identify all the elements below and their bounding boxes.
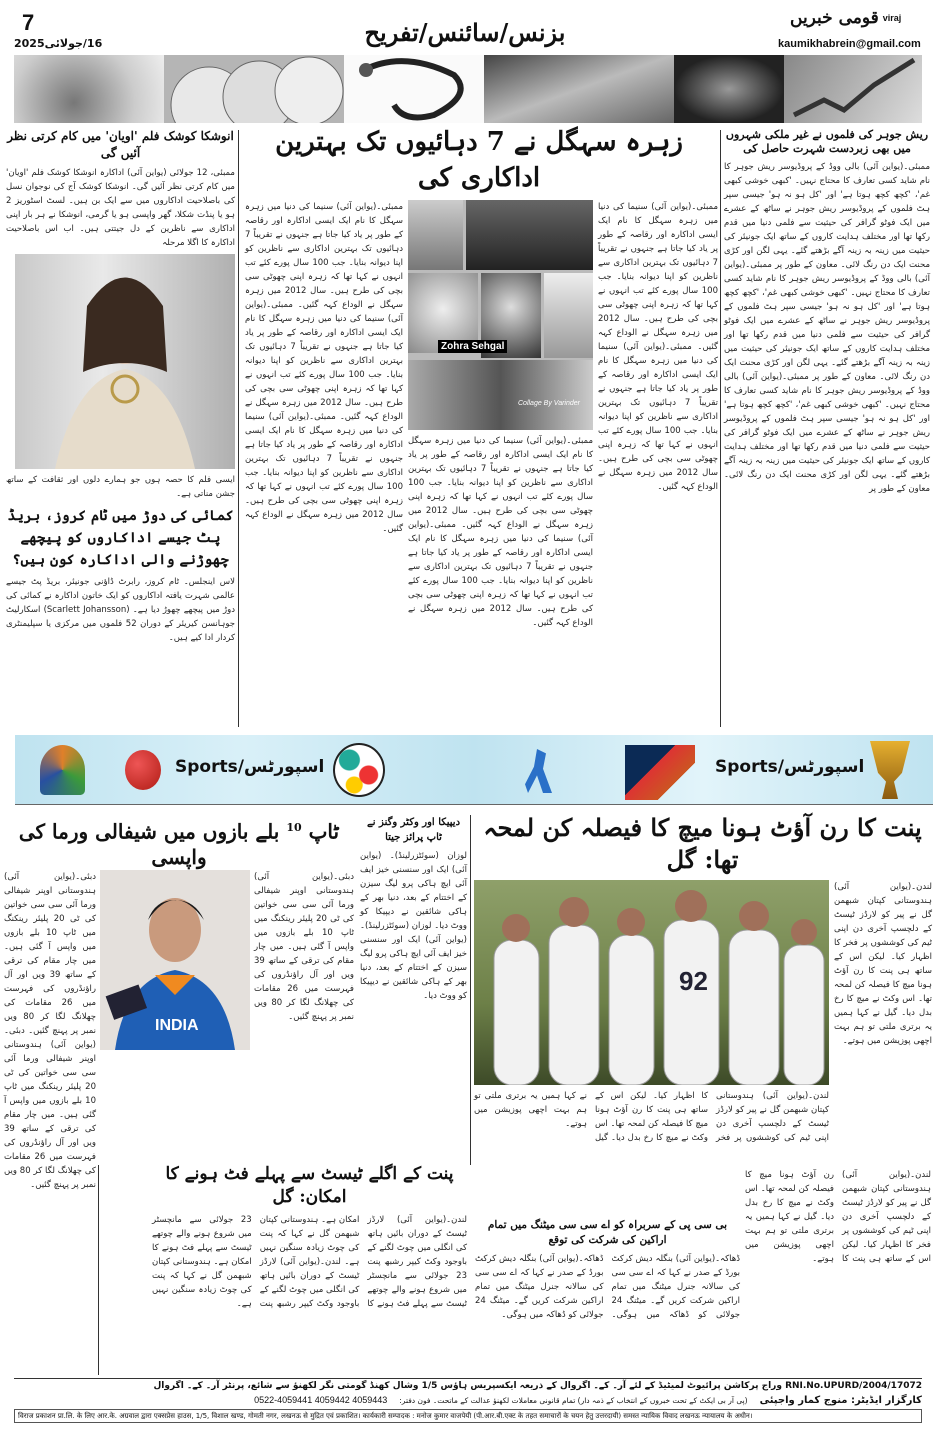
acc-text: ڈھاکہ۔(یواین آئی) بنگلہ دیش کرکٹ بورڈ کے صدر نے کہا کہ اے سی سی کی سالانہ جنرل میٹنگ میں تمام اراکین شرکت کریں گے۔ میٹنگ 24 جولائی کو ڈھاکہ میں ہوگی۔ [475,1254,604,1320]
pant-runout-columns [473,880,932,1145]
pant-runout-col-1 [834,880,932,1048]
zohra-col-1 [598,200,718,494]
deepika-headline: دیپیکا اور وکٹر وگنز نے ٹاپ پرائز جیتا [366,817,461,843]
acc-text: ڈھاکہ۔(یواین آئی) بنگلہ دیش کرکٹ بورڈ کے صدر نے کہا کہ اے سی سی کی سالانہ جنرل میٹنگ میں تمام اراکین شرکت کریں گے۔ میٹنگ 24 جولائی کو ڈھاکہ میں ہوگی۔ [611,1254,740,1320]
anushka-body: ممبئی، 12 جولائی (یواین آئی) اداکارہ انوشکا کوشک فلم 'اویان' میں کام کرتی نظر آئیں گی۔ انوشکا کوشک آج کی نوجوان نسل کی باصلاحیت اداکاروں میں سے ایک بن ہیں۔ لسٹ اسٹوریز 2 ہو یا پنڈت شکلا، گھر واپسی ہو یا گرمی، انوشکا نے ہر بار اپنی اداکاری سے ناظرین کے دل جیتتی ہیں۔ اب اس باصلاحیت اداکارہ کا اگلا مرحلہ [6,168,235,248]
pant-runout-main [474,880,829,1145]
footer [14,1380,922,1423]
footer-hindi-imprint: विराज प्रकाशन प्रा.लि. के लिए आर.के. अग्रवाल द्वारा एक्सप्रेस हाउस, 1/5, विशाल खण्ड, गोमती नगर, लखनऊ से मुद्रित एवं प्रकाशित। कार्यकारी सम्पादक : मनोज कुमार वाजपेयी (पी.आर.बी.एक्ट के तहत समाचारों के चयन हेतु उत्तरदायी) समस्त न्यायिक विवाद लखनऊ न्यायालय के अधीन। [14,1409,922,1423]
scarlett-headline: کمائی کی دوڑ میں ٹام کروز، بریڈ پٹ جیسے اداکاروں کو پیچھے چھوڑنے والی اداکارہ کون ہیں؟ [7,508,234,568]
johar-article [722,128,932,496]
shuttlecock-icon [40,745,85,795]
headline-part: بلے بازوں میں شیفالی ورما کی واپسی [18,819,280,869]
anushka-photo [15,254,235,469]
office-phones: 0522-4059441 4059442 4059443 [254,1395,388,1405]
acc-article [475,1218,740,1322]
collage-photo [466,200,593,270]
photo-caption: Zohra Sehgal [438,340,507,353]
zohra-collage [408,200,593,430]
acc-headline: بی سی پی کے سربراہ کو اے سی سی میٹنگ میں تمام اراکین کی شرکت کی توقع [487,1219,728,1246]
column-divider [470,815,471,1165]
deepika-text: لوزان (سوئٹزرلینڈ)۔ (یواین آئی) ایک اور سنسنی خیز ایف آئی ایچ ہاکی پرو لیگ سیزن کے اختتام کے بعد، دنیا بھر کے ہاکی شائقین نے دیپیکا کو ووٹ دیا۔ [360,851,467,931]
zohra-article [240,124,718,630]
legal-note: (پی آر بی ایکٹ کے تحت خبروں کے انتخاب کے ذمہ دار) تمام قانونی معاملات لکھنؤ عدالت کے ماتحت۔ فون دفتر: [399,1396,748,1405]
zohra-columns [240,200,718,630]
johar-text: ممبئی۔(یواین آئی) بالی ووڈ کے پروڈیوسر ریش جوہر کا نام شاید کسی تعارف کا محتاج نہیں۔ 'کبھی خوشی کبھی غم'، 'کچھ کچھ ہوتا ہے' اور 'کل ہو نہ ہو' جیسی سپر ہٹ فلموں کے پروڈیوسر ریش جوہر نے ساٹھ کے عشرے میں ایک فوٹو گرافر کی حیثیت سے فلمی دنیا میں قدم رکھا تھا اور مختلف ہدایت کاروں کے ساتھ ایک جونیئر کی حیثیت میں زینہ بہ زینہ آگے بڑھتے گئے۔ یہی لگن اور کڑی محنت ایک دن رنگ لائی۔ معاون کے طور پر [724,260,930,382]
johar-text: ممبئی۔(یواین آئی) بالی ووڈ کے پروڈیوسر ریش جوہر کا نام شاید کسی تعارف کا محتاج نہیں۔ 'کبھی خوشی کبھی غم'، 'کچھ کچھ ہوتا ہے' اور 'کل ہو نہ ہو' جیسی سپر ہٹ فلموں کے پروڈیوسر ریش جوہر نے ساٹھ کے عشرے میں ایک فوٹو گرافر کی حیثیت سے فلمی دنیا میں قدم رکھا تھا اور مختلف ہدایت کاروں کے ساتھ ایک جونیئر کی حیثیت میں زینہ بہ زینہ آگے بڑھتے گئے۔ یہی لگن اور کڑی محنت ایک دن رنگ لائی۔ معاون کے طور پر [724,162,930,270]
player-figure [100,870,250,1050]
shafali-photo [100,870,250,1050]
left-column [6,128,235,645]
footer-editor-line [14,1394,922,1407]
globes-image [164,55,344,123]
deepika-article [360,815,467,1003]
pant-runout-article [473,812,932,1145]
sports-label: اسپورٹس/Sports [175,757,325,777]
column-divider [98,1165,99,1375]
shafali-text: دبئی۔(یواین آئی) ہندوستانی اوپنر شیفالی ورما آئی سی سی خواتین کی ٹی 20 پلیئر رینکنگ میں ٹاپ 10 بلے بازوں میں واپس آ گئی ہیں۔ میں چار مقام کی ترقی کے ساتھ 39 ویں اور آل راؤنڈروں کی فہرست میں 26 مقامات کی چھلانگ لگا کر 80 ویں نمبر پر پہنچ گئیں۔ [254,872,354,1022]
johar-headline: ریش جوہر کی فلموں نے غیر ملکی شہروں میں بھی زبردست شہرت حاصل کی [725,128,929,155]
stethoscope-image [344,55,484,123]
shafali-text: دبئی۔(یواین آئی) ہندوستانی اوپنر شیفالی ورما آئی سی سی خواتین کی ٹی 20 پلیئر رینکنگ میں ٹاپ 10 بلے بازوں میں واپس آ گئی ہیں۔ میں چار مقام کی ترقی کے ساتھ 39 ویں اور آل راؤنڈروں کی فہرست میں 26 مقامات کی چھلانگ لگا کر 80 ویں نمبر پر پہنچ گئیں۔ [4,1026,96,1190]
pant-fit-text: لندن۔(یواین آئی) لارڈز ٹیسٹ کے دوران بائیں ہاتھ کی انگلی میں چوٹ لگنے کے باوجود وکٹ کیپر رشبھ پنت 23 جولائی سے مانچسٹر میں شروع ہونے والے چوتھے ٹیسٹ سے پہلے فٹ ہونے کا امکان ہے۔ ہندوستانی کپتان شبھمن گل نے کہا کہ پنت کی چوٹ زیادہ سنگین نہیں ہے۔ [152,1215,360,1309]
sports-banner [15,735,933,805]
collage-photo [544,273,593,358]
zohra-text: ممبئی۔(یواین آئی) سنیما کی دنیا میں زہرہ سہگل کا نام ایک ایسی اداکارہ اور رقاصہ کے طور پر یاد کیا جاتا ہے جنہوں نے تقریباً 7 دہائیوں تک بہترین اداکاری سے ناظرین کو اپنا دیوانہ بنایا۔ جب 100 سال پورے کئے تب انہوں نے کہا تھا کہ زہرہ اپنی چھوٹی سی بچی کی طرح ہیں۔ سال 2012 میں زہرہ سہگل نے الوداع کہہ گئیں۔ [598,202,718,352]
zohra-text: ممبئی۔(یواین آئی) سنیما کی دنیا میں زہرہ سہگل کا نام ایک ایسی اداکارہ اور رقاصہ کے طور پر یاد کیا جاتا ہے جنہوں نے تقریباً 7 دہائیوں تک بہترین اداکاری سے ناظرین کو اپنا دیوانہ بنایا۔ جب 100 سال پورے کئے تب انہوں نے کہا تھا کہ زہرہ اپنی چھوٹی سی بچی کی طرح ہیں۔ سال 2012 میں زہرہ سہگل نے الوداع کہہ گئیں۔ [408,436,593,530]
zohra-text: ممبئی۔(یواین آئی) سنیما کی دنیا میں زہرہ سہگل کا نام ایک ایسی اداکارہ اور رقاصہ کے طور پر یاد کیا جاتا ہے جنہوں نے تقریباً 7 دہائیوں تک بہترین اداکاری سے ناظرین کو اپنا دیوانہ بنایا۔ جب 100 سال پورے کئے تب انہوں نے کہا تھا کہ زہرہ اپنی چھوٹی سی بچی کی طرح ہیں۔ سال 2012 میں زہرہ سہگل نے الوداع کہہ گئیں۔ [408,520,594,628]
portrait-figure [15,254,235,469]
pant-runout-text: لندن۔(یواین آئی) ہندوستانی کپتان شبھمن گل نے پیر کو لارڈز ٹیسٹ کے دلچسپ آخری دن اپنی ٹیم کی کوششوں پر فخر کا اظہار کیا۔ لیکن اس کے ساتھ ہی پنت کا رن آؤٹ ہونا میچ کا فیصلہ کن لمحہ تھا۔ اس وکٹ نے میچ کا رخ بدل دیا۔ گیل نے کہا ہمیں یہ برتری ملتی تو ہم بہت اچھی پوزیشن میں ہوتے۔ [834,882,932,1046]
deepika-body [360,849,467,1003]
batsman-icon [525,749,555,793]
jersey-text: INDIA [155,1017,199,1034]
svg-text:92: 92 [679,966,708,996]
pant-runout-col-2 [474,1089,829,1145]
footer-divider [14,1378,922,1379]
issue-date: 16/جولائی2025 [14,37,103,50]
zohra-text: ممبئی۔(یواین آئی) سنیما کی دنیا میں زہرہ سہگل کا نام ایک ایسی اداکارہ اور رقاصہ کے طور پر یاد کیا جاتا ہے جنہوں نے تقریباً 7 دہائیوں تک بہترین اداکاری سے ناظرین کو اپنا دیوانہ بنایا۔ جب 100 سال پورے کئے تب انہوں نے کہا تھا کہ زہرہ اپنی چھوٹی سی بچی کی طرح ہیں۔ سال 2012 میں زہرہ سہگل نے الوداع کہہ گئیں۔ [245,300,404,422]
logo-text: قومی خبریں [790,8,879,28]
header-image-strip [14,55,922,123]
column-divider [238,130,239,727]
acting-editor: کارگزار ایڈیٹر: منوج کمار واجپئی [759,1395,922,1406]
cricket-team-photo [474,880,829,1085]
zohra-headline: زہرہ سہگل نے 7 دہائیوں تک بہترین اداکاری کی [275,127,683,193]
column-divider [720,130,721,727]
pant-runout-headline: پنت کا رن آؤٹ ہونا میچ کا فیصلہ کن لمحہ تھا: گل [483,813,922,874]
pant-runout-col-3 [745,1168,931,1266]
sports-label: اسپورٹس/Sports [715,757,865,777]
pant-fit-headline: پنت کے اگلے ٹیسٹ سے پہلے فٹ ہونے کا امکان: گل [165,1164,454,1207]
stock-chart-image [784,55,922,123]
shafali-text: دبئی۔(یواین آئی) ہندوستانی اوپنر شیفالی ورما آئی سی سی خواتین کی ٹی 20 پلیئر رینکنگ میں ٹاپ 10 بلے بازوں میں واپس آ گئی ہیں۔ میں چار مقام کی ترقی کے ساتھ 39 ویں اور آل راؤنڈروں کی فہرست میں 26 مقامات کی چھلانگ لگا کر 80 ویں نمبر پر پہنچ گئیں۔ [4,872,96,1036]
zohra-col-2 [408,434,593,630]
zohra-middle [408,200,593,630]
pant-fit-article [152,1163,467,1311]
shafali-headline [4,815,354,870]
footer-imprint: RNI.No.UPURD/2004/17072 وراج پرکاشن پرائیوٹ لمیٹیڈ کے لئے آر۔ کے۔ اگروال کے ذریعہ ایکسپریس ہاؤس 1/5 وشال کھنڈ گومتی نگر لکھنؤ سے شائع، پرنٹر آر۔ کے۔ اگروال [153,1381,922,1391]
football-icon [333,743,385,797]
collage-photo [408,200,463,270]
trophy-icon [870,741,910,799]
herbs-image [14,55,164,123]
zohra-text: ممبئی۔(یواین آئی) سنیما کی دنیا میں زہرہ سہگل کا نام ایک ایسی اداکارہ اور رقاصہ کے طور پر یاد کیا جاتا ہے جنہوں نے تقریباً 7 دہائیوں تک بہترین اداکاری سے ناظرین کو اپنا دیوانہ بنایا۔ جب 100 سال پورے کئے تب انہوں نے کہا تھا کہ زہرہ اپنی چھوٹی سی بچی کی طرح ہیں۔ سال 2012 میں زہرہ سہگل نے الوداع کہہ گئیں۔ [598,342,718,492]
scarlett-body: لاس اینجلس۔ ٹام کروز، رابرٹ ڈاؤنی جونیئر، بریڈ پٹ جیسے عالمی شہرت یافتہ اداکاروں کو ایک خاتون اداکارہ نے کمائی کی دوڑ میں پیچھے چھوڑ دیا ہے۔ (Scarlett Johansson) اسکارلیٹ جوہانسن کیریئر کے دوران 52 فلموں میں مرکزی یا سپلیمنٹری کردار ادا کیے ہیں۔ [6,577,235,643]
pant-runout-text: لندن۔(یواین آئی) ہندوستانی کپتان شبھمن گل نے پیر کو لارڈز ٹیسٹ کے دلچسپ آخری دن اپنی ٹیم کی کوششوں پر فخر کا اظہار کیا۔ لیکن اس کے ساتھ ہی پنت کا رن آؤٹ ہونا میچ کا فیصلہ کن لمحہ تھا۔ اس وکٹ نے میچ کا رخ بدل دیا۔ گیل نے کہا ہمیں یہ برتری ملتی تو ہم بہت اچھی پوزیشن میں ہوتے۔ [745,1170,931,1264]
pant-runout-text: لندن۔(یواین آئی) ہندوستانی کپتان شبھمن گل نے پیر کو لارڈز ٹیسٹ کے دلچسپ آخری دن اپنی ٹیم کی کوششوں پر فخر کا اظہار کیا۔ لیکن اس کے ساتھ ہی پنت کا رن آؤٹ ہونا میچ کا فیصلہ کن لمحہ تھا۔ اس وکٹ نے میچ کا رخ بدل دیا۔ گیل نے کہا ہمیں یہ برتری ملتی تو ہم بہت اچھی پوزیشن میں ہوتے۔ [474,1091,829,1143]
page-number: 7 [22,10,35,35]
newspaper-logo [790,8,901,28]
anushka-headline: انوشکا کوشک فلم 'اویان' میں کام کرتی نظر آئیں گی [7,129,234,160]
headline-part: ٹاپ [308,819,340,844]
shafali-col-2 [4,870,96,1192]
pant-fit-text: لندن۔(یواین آئی) لارڈز ٹیسٹ کے دوران بائیں ہاتھ کی انگلی میں چوٹ لگنے کے باوجود وکٹ کیپر رشبھ پنت 23 جولائی سے مانچسٹر میں شروع ہونے والے چوتھے ٹیسٹ سے پہلے فٹ ہونے کا امکان ہے۔ ہندوستانی کپتان شبھمن گل نے کہا کہ پنت کی چوٹ زیادہ سنگین نہیں ہے۔ [259,1215,467,1309]
section-title: بزنس/سائنس/تفریح [364,18,566,47]
headline-number: 10 [286,821,302,834]
film-reel-image [484,55,674,123]
collage-photo [408,360,593,430]
anushka-body-end: ایسی فلم کا حصہ ہوں جو ہمارے دلوں اور ثقافت کے ساتھ جشن مناتی ہے۔ [6,475,235,499]
pant-fit-body [152,1213,467,1311]
acc-body [475,1252,740,1322]
zohra-text: ممبئی۔(یواین آئی) سنیما کی دنیا میں زہرہ سہگل کا نام ایک ایسی اداکارہ اور رقاصہ کے طور پر یاد کیا جاتا ہے جنہوں نے تقریباً 7 دہائیوں تک بہترین اداکاری سے ناظرین کو اپنا دیوانہ بنایا۔ جب 100 سال پورے کئے تب انہوں نے کہا تھا کہ زہرہ اپنی چھوٹی سی بچی کی طرح ہیں۔ سال 2012 میں زہرہ سہگل نے الوداع کہہ گئیں۔ [245,412,403,534]
shafali-col-1 [254,870,354,1024]
deepika-text: لوزان (سوئٹزرلینڈ)۔ (یواین آئی) ایک اور سنسنی خیز ایف آئی ایچ ہاکی پرو لیگ سیزن کے اختتام کے بعد، دنیا بھر کے ہاکی شائقین نے دیپیکا کو ووٹ دیا۔ [360,921,467,1001]
viraj-logo-mark: viraj [882,13,902,23]
players-figures [474,880,829,1085]
human-anatomy-image [674,55,784,123]
johar-text: ممبئی۔(یواین آئی) بالی ووڈ کے پروڈیوسر ریش جوہر کا نام شاید کسی تعارف کا محتاج نہیں۔ 'کبھی خوشی کبھی غم'، 'کچھ کچھ ہوتا ہے' اور 'کل ہو نہ ہو' جیسی سپر ہٹ فلموں کے پروڈیوسر ریش جوہر نے ساٹھ کے عشرے میں ایک فوٹو گرافر کی حیثیت سے فلمی دنیا میں قدم رکھا تھا اور مختلف ہدایت کاروں کے ساتھ ایک جونیئر کی حیثیت میں زینہ بہ زینہ آگے بڑھتے گئے۔ یہی لگن اور کڑی محنت ایک دن رنگ لائی۔ معاون کے طور پر [724,372,930,494]
zohra-col-3 [245,200,403,536]
email-address: kaumikhabrein@gmail.com [778,38,921,50]
cricket-bat-ball-icon [625,745,695,800]
zohra-text: ممبئی۔(یواین آئی) سنیما کی دنیا میں زہرہ سہگل کا نام ایک ایسی اداکارہ اور رقاصہ کے طور پر یاد کیا جاتا ہے جنہوں نے تقریباً 7 دہائیوں تک بہترین اداکاری سے ناظرین کو اپنا دیوانہ بنایا۔ جب 100 سال پورے کئے تب انہوں نے کہا تھا کہ زہرہ اپنی چھوٹی سی بچی کی طرح ہیں۔ سال 2012 میں زہرہ سہگل نے الوداع کہہ گئیں۔ [245,202,404,310]
cricket-ball-icon [125,750,161,790]
collage-credit: Collage By Varinder [518,400,580,407]
johar-body [722,160,932,496]
